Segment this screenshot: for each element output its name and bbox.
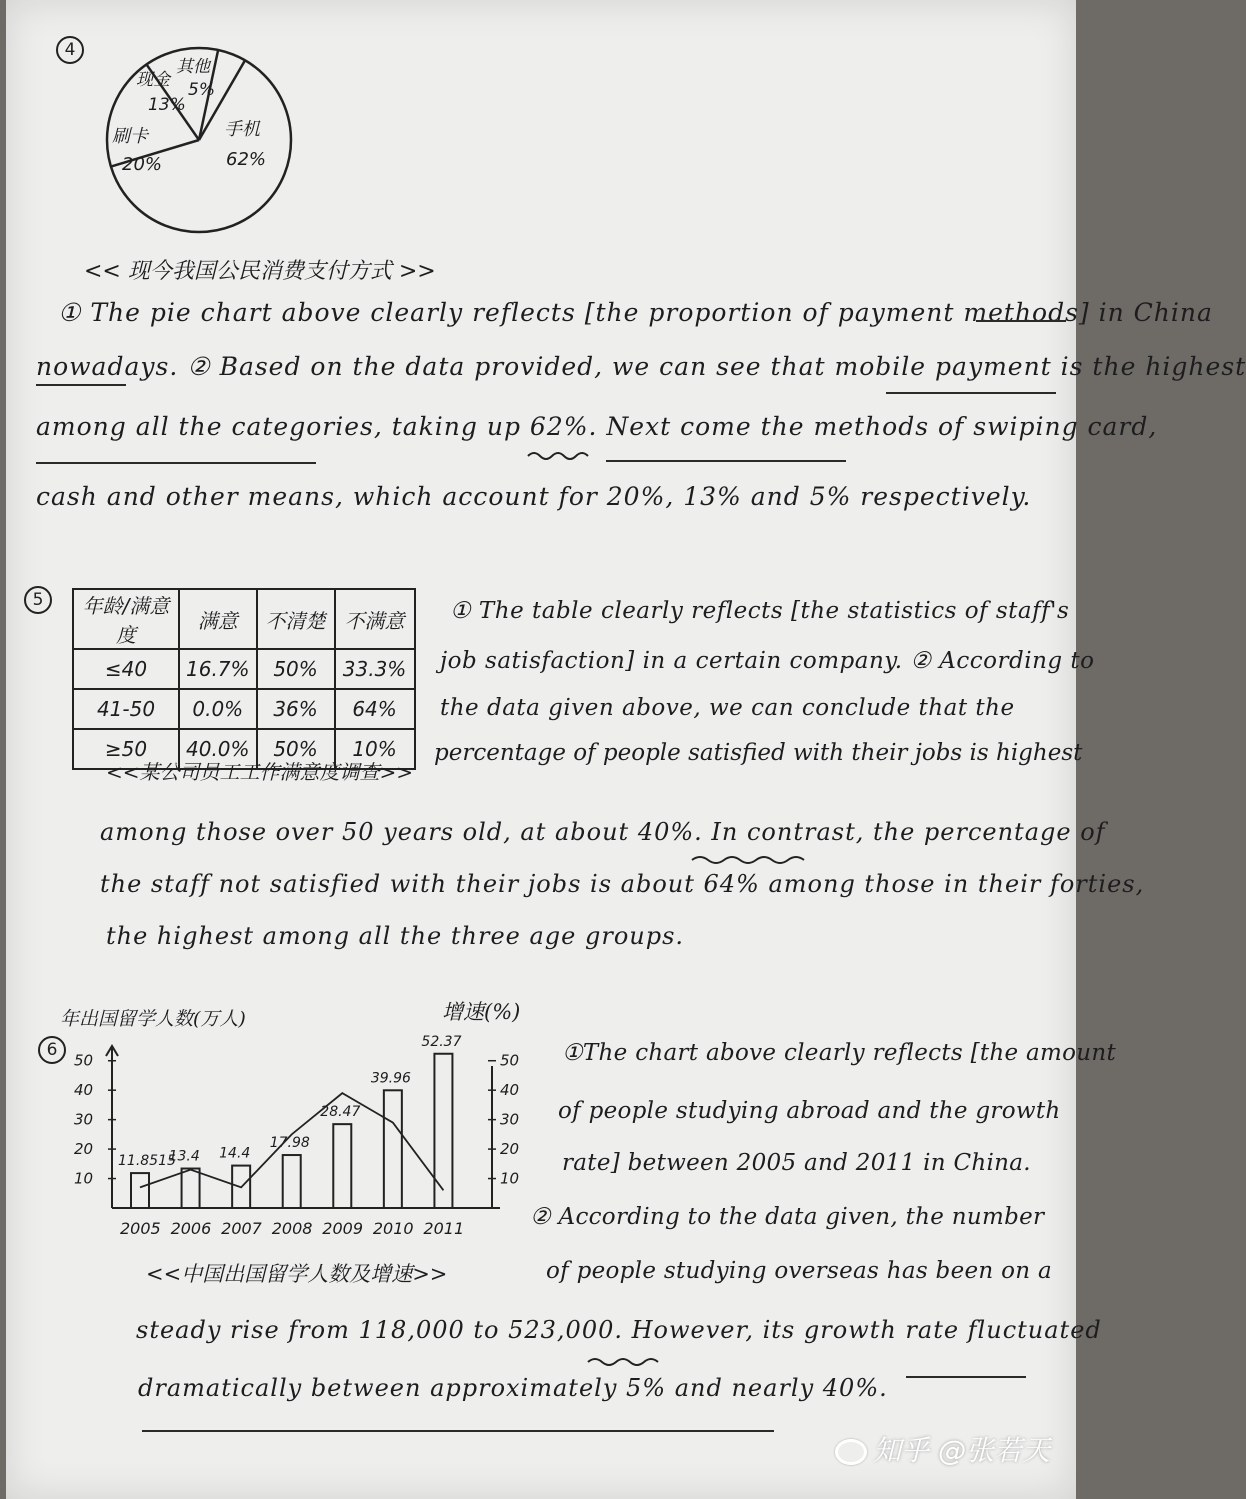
underline [36, 462, 316, 464]
notebook-page [6, 0, 1246, 1499]
underline [976, 320, 1066, 322]
table-header-cell: 年龄/满意度 [73, 589, 179, 649]
bar-2009 [333, 1124, 351, 1208]
watermark-text: 知乎 @张若天 [873, 1434, 1050, 1467]
y-tick-label: 20 [74, 1140, 94, 1159]
table-cell: 50% [257, 729, 335, 769]
s6-line-2: dramatically between approximately 5% and nearly 40%. [138, 1374, 888, 1402]
y2-tick-label: 50 [500, 1051, 520, 1070]
payment-pie-chart [96, 40, 306, 240]
x-tick-label: 2010 [372, 1219, 414, 1238]
table-cell: 0.0% [179, 689, 257, 729]
wechat-icon [835, 1439, 867, 1465]
s5-side-line-1: ① The table clearly reflects [the statistics of staff's [450, 598, 1070, 624]
pie-value-card: 20% [122, 154, 163, 175]
pie-label-cash: 现金 [136, 70, 170, 90]
y2-tick-label: 30 [500, 1110, 520, 1129]
bar-2006 [182, 1169, 200, 1208]
table-cell: 64% [335, 689, 415, 729]
pie-caption: << 现今我国公民消费支付方式 >> [84, 259, 436, 284]
underline [606, 460, 846, 462]
bar-2010 [384, 1090, 402, 1208]
s6-side-line-1: ①The chart above clearly reflects [the amount [562, 1040, 1117, 1066]
satisfaction-table [72, 588, 416, 770]
s6-line-1: steady rise from 118,000 to 523,000. However, its growth rate fluctuated [136, 1316, 1102, 1344]
x-tick-label: 2005 [120, 1219, 161, 1238]
bar-label: 11.8515 [118, 1153, 176, 1170]
wavy-underline [690, 854, 820, 866]
s6-side-line-5: of people studying overseas has been on a [546, 1258, 1053, 1284]
table-caption: <<某公司员工工作满意度调查>> [106, 760, 414, 784]
y-right-title: 增速(%) [442, 1000, 521, 1024]
bar-label: 13.4 [168, 1148, 200, 1165]
table-cell: 40.0% [179, 729, 257, 769]
s5-side-line-3: the data given above, we can conclude that the [440, 695, 1015, 721]
x-tick-label: 2007 [221, 1219, 262, 1238]
underline [886, 392, 1056, 394]
underline [906, 1376, 1026, 1378]
s4-line-4: cash and other means, which account for 20%, 13% and 5% respectively. [36, 482, 1032, 511]
table-cell: 10% [335, 729, 415, 769]
table-cell: 36% [257, 689, 335, 729]
s5-line-2: the staff not satisfied with their jobs is about 64% among those in their forties, [100, 870, 1145, 898]
pie-value-mobile: 62% [226, 149, 267, 170]
pie-value-cash: 13% [148, 95, 186, 115]
s5-side-line-2: job satisfaction] in a certain company. ② According to [440, 648, 1095, 674]
table-cell: 50% [257, 649, 335, 689]
bar-label: 39.96 [370, 1070, 411, 1087]
table-row [73, 689, 415, 729]
table-row [73, 649, 415, 689]
x-tick-label: 2011 [423, 1219, 465, 1238]
y2-tick-label: 20 [500, 1140, 520, 1159]
wavy-underline [586, 1356, 666, 1368]
bar-label: 28.47 [320, 1104, 361, 1121]
y-left-title: 年出国留学人数(万人) [60, 1008, 246, 1030]
study-abroad-chart [66, 1033, 536, 1246]
section-4-badge: 4 [56, 36, 84, 64]
s4-line-3: among all the categories, taking up 62%. Next come the methods of swiping card, [36, 412, 1158, 441]
table-header-cell: 不清楚 [257, 589, 335, 649]
table-header-cell: 不满意 [335, 589, 415, 649]
bar-2005 [131, 1173, 149, 1208]
s5-side-line-4: percentage of people satisfied with their jobs is highest [434, 740, 1083, 766]
s4-line-1: ① The pie chart above clearly reflects [the proportion of payment methods] in China [58, 298, 1213, 327]
y-tick-label: 40 [74, 1081, 94, 1100]
x-tick-label: 2009 [322, 1219, 364, 1238]
y-tick-label: 30 [74, 1110, 94, 1129]
underline [142, 1430, 774, 1432]
s6-side-line-3: rate] between 2005 and 2011 in China. [562, 1150, 1031, 1176]
pie-label-other: 其他 [176, 57, 210, 77]
s5-line-1: among those over 50 years old, at about 40%. In contrast, the percentage of [100, 818, 1106, 846]
bar-label: 14.4 [219, 1145, 251, 1162]
s5-line-3: the highest among all the three age groups. [106, 922, 685, 950]
bar-2008 [283, 1155, 301, 1208]
x-tick-label: 2006 [170, 1219, 212, 1238]
table-cell: ≥50 [73, 729, 179, 769]
table-header-row [73, 589, 415, 649]
pie-label-card: 刷卡 [112, 126, 148, 147]
section-5-badge: 5 [24, 586, 52, 614]
bar-label: 52.37 [421, 1033, 462, 1050]
table-cell: ≤40 [73, 649, 179, 689]
wavy-underline [526, 450, 596, 462]
y-tick-label: 10 [74, 1169, 94, 1188]
s4-line-2: nowadays. ② Based on the data provided, we can see that mobile payment is the highest [36, 352, 1246, 381]
pie-label-mobile: 手机 [224, 119, 260, 140]
y2-tick-label: 40 [500, 1081, 520, 1100]
chart-caption: <<中国出国留学人数及增速>> [146, 1262, 448, 1286]
s6-side-line-2: of people studying abroad and the growth [558, 1098, 1061, 1124]
table-cell: 41-50 [73, 689, 179, 729]
underline [36, 384, 126, 386]
table-cell: 16.7% [179, 649, 257, 689]
table-header-cell: 满意 [179, 589, 257, 649]
watermark [835, 1429, 1050, 1469]
y2-tick-label: 10 [500, 1169, 520, 1188]
bar-label: 17.98 [269, 1135, 310, 1152]
bar-2011 [434, 1054, 452, 1208]
y-tick-label: 50 [74, 1051, 94, 1070]
table-cell: 33.3% [335, 649, 415, 689]
x-tick-label: 2008 [271, 1219, 313, 1238]
pie-value-other: 5% [188, 80, 215, 100]
section-6-badge: 6 [38, 1036, 66, 1064]
s6-side-line-4: ② According to the data given, the number [530, 1204, 1045, 1230]
